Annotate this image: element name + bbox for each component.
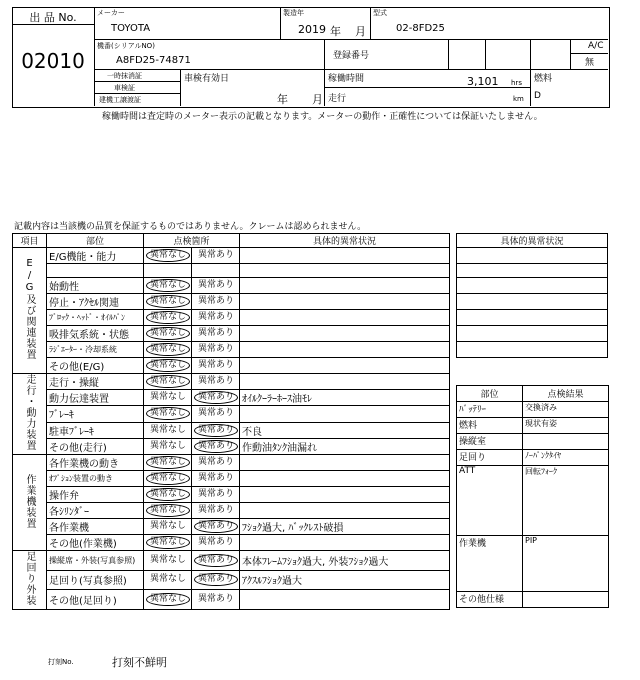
normal-label: 異常なし xyxy=(146,504,190,517)
detail-cell xyxy=(240,471,450,487)
model-value: 02-8FD25 xyxy=(396,23,445,34)
abnormal-label: 異常あり xyxy=(198,505,235,515)
stamp-label: 打刻No. xyxy=(48,658,74,666)
detail-cell xyxy=(240,406,450,422)
check-normal-cell xyxy=(144,422,192,438)
part-label: 始動性 xyxy=(47,278,144,294)
inspection-row xyxy=(13,294,450,310)
part-label: ｵﾌﾟｼｮﾝ装置の動き xyxy=(47,471,144,487)
part-label: 駐車ﾌﾞﾚｰｷ xyxy=(47,422,144,438)
right-detail-cell xyxy=(457,294,608,310)
check-normal-cell xyxy=(144,374,192,390)
results-part: 燃料 xyxy=(457,418,523,434)
year-label: 製造年 xyxy=(283,9,304,17)
results-value: ﾉｰﾊﾟﾝｸﾀｲﾔ xyxy=(523,450,609,466)
part-label: 各作業機の動き xyxy=(47,455,144,471)
part-label: 動力伝達装置 xyxy=(47,390,144,406)
part-label: 走行・操縦 xyxy=(47,374,144,390)
detail-cell xyxy=(240,264,450,278)
inspection-row xyxy=(13,438,450,454)
abnormal-label: 異常あり xyxy=(198,594,235,605)
check-normal-cell xyxy=(144,326,192,342)
part-label: ﾌﾞﾚｰｷ xyxy=(47,406,144,422)
normal-label: 異常なし xyxy=(146,472,190,485)
check-abnormal-cell xyxy=(192,294,240,310)
check-normal-cell xyxy=(144,342,192,358)
detail-cell xyxy=(240,487,450,503)
hours-value: 3,101 xyxy=(467,75,499,88)
category-cell xyxy=(13,551,47,610)
inspection-date-label: 車検有効日 xyxy=(184,74,230,84)
distance-unit: km xyxy=(513,95,524,103)
detail-cell xyxy=(240,248,450,264)
ac-value: 無 xyxy=(585,58,595,68)
detail-cell: ﾌｼｮｸ過大, ﾊﾞｯｸﾚｽﾄ破損 xyxy=(240,519,450,535)
abnormal-label: 異常あり xyxy=(198,250,235,260)
normal-label: 異常なし xyxy=(146,488,190,501)
inspection-row xyxy=(13,455,450,471)
abnormal-label: 異常あり xyxy=(194,573,238,586)
right-detail-cell xyxy=(457,342,608,358)
inspection-row xyxy=(13,248,450,264)
abnormal-label: 異常あり xyxy=(198,296,235,306)
part-label: 足回り(写真参照) xyxy=(47,570,144,590)
part-label: 操作弁 xyxy=(47,487,144,503)
inspection-row xyxy=(13,342,450,358)
inspection-row xyxy=(13,570,450,590)
distance-label: 走行 xyxy=(328,94,347,104)
category-cell xyxy=(13,374,47,455)
hours-label: 稼働時間 xyxy=(328,74,365,84)
normal-label: 異常なし xyxy=(146,311,190,324)
detail-cell xyxy=(240,278,450,294)
right-detail-cell xyxy=(457,278,608,294)
category-label: 足回り外装 xyxy=(24,551,35,606)
right-detail-table xyxy=(456,233,608,358)
right-detail-header: 具体的異常状況 xyxy=(457,234,608,248)
right-detail-row xyxy=(457,310,608,326)
inspection-table xyxy=(12,233,450,610)
abnormal-label: 異常あり xyxy=(194,391,238,404)
right-detail-row xyxy=(457,326,608,342)
year-value: 2019 xyxy=(298,23,326,36)
detail-cell xyxy=(240,503,450,519)
right-detail-cell xyxy=(457,310,608,326)
check-abnormal-cell xyxy=(192,551,240,571)
abnormal-label: 異常あり xyxy=(194,554,238,567)
results-value: 交換済み xyxy=(523,402,609,418)
part-label: その他(E/G) xyxy=(47,358,144,374)
check-abnormal-cell xyxy=(192,248,240,264)
check-abnormal-cell xyxy=(192,374,240,390)
check-normal-cell xyxy=(144,358,192,374)
inspection-row xyxy=(13,264,450,278)
check-abnormal-cell xyxy=(192,342,240,358)
results-value: 現状有姿 xyxy=(523,418,609,434)
detail-cell: ｱｸｽﾙﾌｼｮｸ過大 xyxy=(240,570,450,590)
results-row xyxy=(457,536,609,592)
results-header-result: 点検結果 xyxy=(523,386,609,402)
check-normal-cell xyxy=(144,264,192,278)
cert-transfer-label: 建機工譲渡証 xyxy=(99,96,141,104)
inspection-row xyxy=(13,503,450,519)
abnormal-label: 異常あり xyxy=(198,312,235,322)
category-label: E/G及び関連装置 xyxy=(24,258,35,360)
normal-label: 異常なし xyxy=(150,424,187,435)
results-header-part: 部位 xyxy=(457,386,523,402)
inspection-row xyxy=(13,310,450,326)
header-check: 点検箇所 xyxy=(144,234,240,248)
fuel-value: D xyxy=(534,91,541,101)
abnormal-label: 異常あり xyxy=(198,344,235,354)
check-abnormal-cell xyxy=(192,390,240,406)
check-normal-cell xyxy=(144,590,192,610)
part-label: E/G機能・能力 xyxy=(47,248,144,264)
results-row xyxy=(457,434,609,450)
check-abnormal-cell xyxy=(192,503,240,519)
inspection-row xyxy=(13,535,450,551)
results-value: 回転ﾌｫｰｸ xyxy=(523,466,609,536)
results-value: PIP xyxy=(523,536,609,592)
check-normal-cell xyxy=(144,294,192,310)
category-cell xyxy=(13,455,47,551)
right-detail-cell xyxy=(457,264,608,278)
detail-cell xyxy=(240,358,450,374)
inspection-row xyxy=(13,590,450,610)
abnormal-label: 異常あり xyxy=(194,424,238,437)
abnormal-label: 異常あり xyxy=(198,376,235,387)
check-abnormal-cell xyxy=(192,438,240,454)
normal-label: 異常なし xyxy=(150,574,187,585)
results-part: 作業機 xyxy=(457,536,523,592)
check-normal-cell xyxy=(144,406,192,422)
right-detail-cell xyxy=(457,248,608,264)
check-abnormal-cell xyxy=(192,278,240,294)
abnormal-label: 異常あり xyxy=(198,473,235,483)
ac-label: A/C xyxy=(588,41,604,51)
results-table xyxy=(456,385,609,608)
detail-cell: 不良 xyxy=(240,422,450,438)
check-normal-cell xyxy=(144,551,192,571)
header-detail: 具体的異常状況 xyxy=(240,234,450,248)
right-detail-row xyxy=(457,342,608,358)
category-cell xyxy=(13,248,47,374)
normal-label: 異常なし xyxy=(146,407,190,420)
normal-label: 異常なし xyxy=(146,375,190,388)
results-part: 足回り xyxy=(457,450,523,466)
results-part: ﾊﾞｯﾃﾘｰ xyxy=(457,402,523,418)
normal-label: 異常なし xyxy=(150,554,187,565)
inspection-year-unit: 年 xyxy=(277,93,288,106)
detail-cell: 作動油ﾀﾝｸ油漏れ xyxy=(240,438,450,454)
inspection-row xyxy=(13,374,450,390)
right-detail-row xyxy=(457,264,608,278)
cert-vehicle-label: 車検証 xyxy=(114,84,135,92)
detail-cell: 本体ﾌﾚｰﾑﾌｼｮｸ過大, 外装ﾌｼｮｸ過大 xyxy=(240,551,450,571)
normal-label: 異常なし xyxy=(150,440,187,451)
results-part: その他仕様 xyxy=(457,592,523,608)
detail-cell xyxy=(240,590,450,610)
normal-label: 異常なし xyxy=(146,249,190,262)
hours-unit: hrs xyxy=(511,79,522,87)
results-value xyxy=(523,592,609,608)
part-label: その他(走行) xyxy=(47,438,144,454)
normal-label: 異常なし xyxy=(146,536,190,549)
check-abnormal-cell xyxy=(192,519,240,535)
check-normal-cell xyxy=(144,487,192,503)
inspection-row xyxy=(13,278,450,294)
part-label xyxy=(47,264,144,278)
disclaimer-text: 記載内容は当該機の品質を保証するものではありません。クレームは認められません。 xyxy=(14,222,367,232)
detail-cell xyxy=(240,342,450,358)
inspection-row xyxy=(13,326,450,342)
abnormal-label: 異常あり xyxy=(198,408,235,419)
inspection-row xyxy=(13,471,450,487)
check-normal-cell xyxy=(144,503,192,519)
part-label: ﾗｼﾞｴｰﾀｰ・冷却系統 xyxy=(47,342,144,358)
part-label: 吸排気系統・状態 xyxy=(47,326,144,342)
part-label: その他(作業機) xyxy=(47,535,144,551)
month-unit: 月 xyxy=(355,25,366,38)
check-abnormal-cell xyxy=(192,264,240,278)
check-normal-cell xyxy=(144,535,192,551)
year-unit: 年 xyxy=(330,25,341,38)
detail-cell xyxy=(240,455,450,471)
normal-label: 異常なし xyxy=(146,593,190,606)
check-normal-cell xyxy=(144,438,192,454)
results-part: ATT xyxy=(457,466,523,536)
part-label: ﾌﾞﾛｯｸ・ﾍｯﾄﾞ・ｵｲﾙﾊﾟﾝ xyxy=(47,310,144,326)
lot-no-value: 02010 xyxy=(21,49,85,73)
check-abnormal-cell xyxy=(192,455,240,471)
abnormal-label: 異常あり xyxy=(194,520,238,533)
normal-label: 異常なし xyxy=(150,521,187,531)
part-label: 各ｼﾘﾝﾀﾞｰ xyxy=(47,503,144,519)
header-section xyxy=(12,7,610,108)
part-label: 操縦席・外装(写真参照) xyxy=(47,551,144,571)
detail-cell xyxy=(240,326,450,342)
category-label: 作業機装置 xyxy=(24,473,35,529)
results-row xyxy=(457,418,609,434)
category-label: 走行・動力装置 xyxy=(24,374,35,451)
right-detail-row xyxy=(457,294,608,310)
maker-value: TOYOTA xyxy=(111,23,151,34)
results-row xyxy=(457,466,609,536)
abnormal-label: 異常あり xyxy=(198,328,235,338)
detail-cell xyxy=(240,374,450,390)
inspection-row xyxy=(13,487,450,503)
abnormal-label: 異常あり xyxy=(198,457,235,467)
normal-label: 異常なし xyxy=(146,279,190,292)
results-row xyxy=(457,402,609,418)
normal-label: 異常なし xyxy=(150,392,187,403)
part-label: 各作業機 xyxy=(47,519,144,535)
fuel-label: 燃料 xyxy=(534,74,553,84)
detail-cell: ｵｲﾙｸｰﾗｰﾎｰｽ油ﾓﾚ xyxy=(240,390,450,406)
check-normal-cell xyxy=(144,471,192,487)
check-normal-cell xyxy=(144,519,192,535)
results-part: 操縦室 xyxy=(457,434,523,450)
abnormal-label: 異常あり xyxy=(198,489,235,499)
check-abnormal-cell xyxy=(192,471,240,487)
header-part: 部位 xyxy=(47,234,144,248)
check-normal-cell xyxy=(144,278,192,294)
right-detail-row xyxy=(457,278,608,294)
inspection-month-unit: 月 xyxy=(312,93,323,106)
inspection-row xyxy=(13,390,450,406)
check-normal-cell xyxy=(144,248,192,264)
inspection-row xyxy=(13,551,450,571)
check-abnormal-cell xyxy=(192,570,240,590)
inspection-row xyxy=(13,422,450,438)
right-detail-cell xyxy=(457,326,608,342)
check-abnormal-cell xyxy=(192,406,240,422)
part-label: 停止・ｱｸｾﾙ関連 xyxy=(47,294,144,310)
stamp-value: 打刻不鮮明 xyxy=(112,656,167,669)
check-abnormal-cell xyxy=(192,310,240,326)
cert-temp-label: 一時抹消証 xyxy=(107,72,142,80)
detail-cell xyxy=(240,535,450,551)
lot-no-label: 出 品 No. xyxy=(29,11,77,24)
detail-cell xyxy=(240,294,450,310)
abnormal-label: 異常あり xyxy=(198,280,235,290)
check-abnormal-cell xyxy=(192,535,240,551)
detail-cell xyxy=(240,310,450,326)
part-label: その他(足回り) xyxy=(47,590,144,610)
check-normal-cell xyxy=(144,310,192,326)
check-normal-cell xyxy=(144,570,192,590)
inspection-row xyxy=(13,519,450,535)
meter-note: 稼働時間は査定時のメーター表示の記載となります。メーターの動作・正確性については保証いたしません。 xyxy=(102,112,543,122)
normal-label: 異常なし xyxy=(146,359,190,372)
header-category: 項目 xyxy=(13,234,47,248)
results-row xyxy=(457,592,609,608)
inspection-row xyxy=(13,406,450,422)
registration-label: 登録番号 xyxy=(333,51,370,61)
check-abnormal-cell xyxy=(192,422,240,438)
normal-label: 異常なし xyxy=(146,295,190,308)
check-abnormal-cell xyxy=(192,326,240,342)
check-abnormal-cell xyxy=(192,487,240,503)
abnormal-label: 異常あり xyxy=(198,360,235,370)
normal-label: 異常なし xyxy=(146,327,190,340)
normal-label: 異常なし xyxy=(146,343,190,356)
abnormal-label: 異常あり xyxy=(194,440,238,453)
check-abnormal-cell xyxy=(192,358,240,374)
check-normal-cell xyxy=(144,455,192,471)
maker-label: メーカー xyxy=(97,9,125,17)
model-label: 型式 xyxy=(373,9,387,17)
results-value xyxy=(523,434,609,450)
right-detail-row xyxy=(457,248,608,264)
serial-value: A8FD25-74871 xyxy=(116,55,191,66)
check-abnormal-cell xyxy=(192,590,240,610)
abnormal-label: 異常あり xyxy=(198,537,235,547)
check-normal-cell xyxy=(144,390,192,406)
normal-label: 異常なし xyxy=(146,456,190,469)
results-row xyxy=(457,450,609,466)
serial-label: 機番(シリアルNO) xyxy=(97,42,155,50)
inspection-row xyxy=(13,358,450,374)
